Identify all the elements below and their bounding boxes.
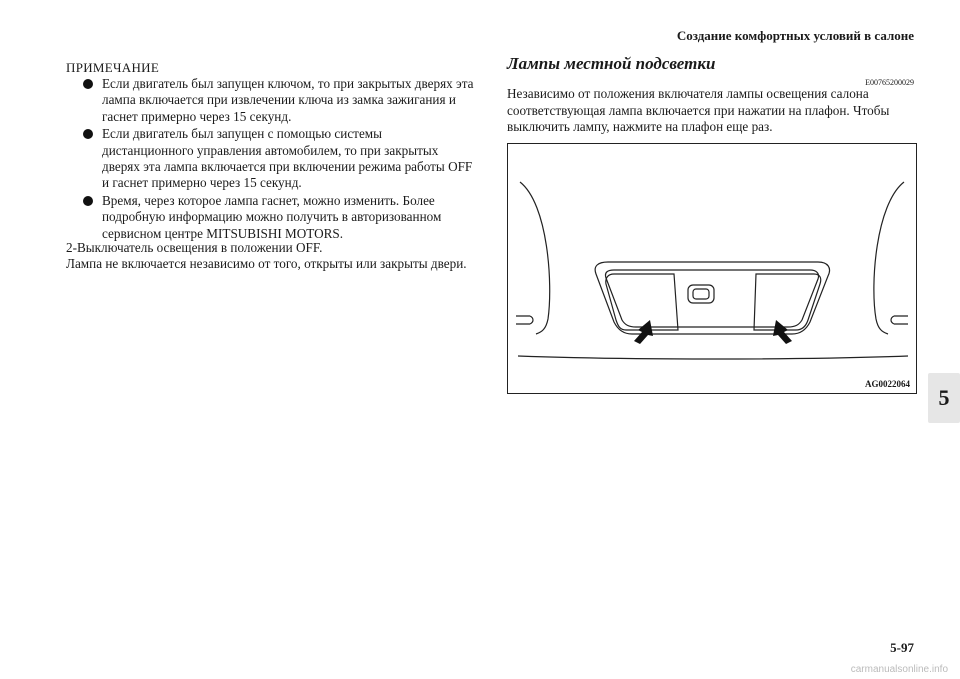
lamp-housing-outline [595,262,829,334]
map-lamp-figure [507,143,917,394]
switch-description: Лампа не включается независимо от того, открыты или закрыты двери. [66,256,467,272]
bullet-dot-icon [83,79,93,89]
switch-paragraph [66,240,476,273]
map-lamp-illustration [508,144,916,393]
chapter-tab: 5 [928,373,960,423]
center-switch-icon [688,285,714,303]
right-press-arrow-icon [773,320,792,344]
lamp-housing-inner [605,270,818,327]
note-bullet-text: Если двигатель был запущен ключом, то при закрытых дверях эта лампа включается при извлечении ключа из замка зажигания и гаснет примерно через 15 секунд. [102,76,474,124]
section-title: Лампы местной подсветки [507,54,716,73]
note-bullet-item [66,76,476,125]
switch-position-line: 2-Выключатель освещения в положении OFF. [66,240,323,255]
note-bullet-item [66,193,476,242]
note-bullet-text: Если двигатель был запущен с помощью системы дистанционного управления автомобилем, то при закрытых дверях эта лампа включается при включении режима работы OFF и гаснет примерно через 15 секунд. [102,126,473,191]
section-code: E00765200029 [865,78,914,87]
left-press-arrow-icon [634,320,653,344]
bullet-dot-icon [83,129,93,139]
roof-edge-line [518,356,908,359]
left-lamp-lens [606,274,678,330]
right-pillar-line [874,182,904,334]
note-label: ПРИМЕЧАНИЕ [66,60,160,75]
figure-code: AG0022064 [865,379,910,389]
note-bullet-item [66,126,476,192]
running-header: Создание комфортных условий в салоне [676,28,914,43]
note-bullet-list [66,76,476,243]
bullet-dot-icon [83,196,93,206]
watermark: carmanualsonline.info [850,664,948,675]
left-hook-icon [516,316,533,324]
page-number: 5-97 [890,640,914,655]
center-switch-inner [693,289,709,299]
left-pillar-line [520,182,550,334]
section-body: Независимо от положения включателя лампы освещения салона соответствующая лампа включается при нажатии на плафон. Чтобы выключить лампу, нажмите на плафон еще раз. [507,86,890,135]
note-bullet-text: Время, через которое лампа гаснет, можно изменить. Более подробную информацию можно получить в авторизованном сервисном центре MITSUBISHI MOTORS. [102,192,442,241]
right-hook-icon [891,316,908,324]
